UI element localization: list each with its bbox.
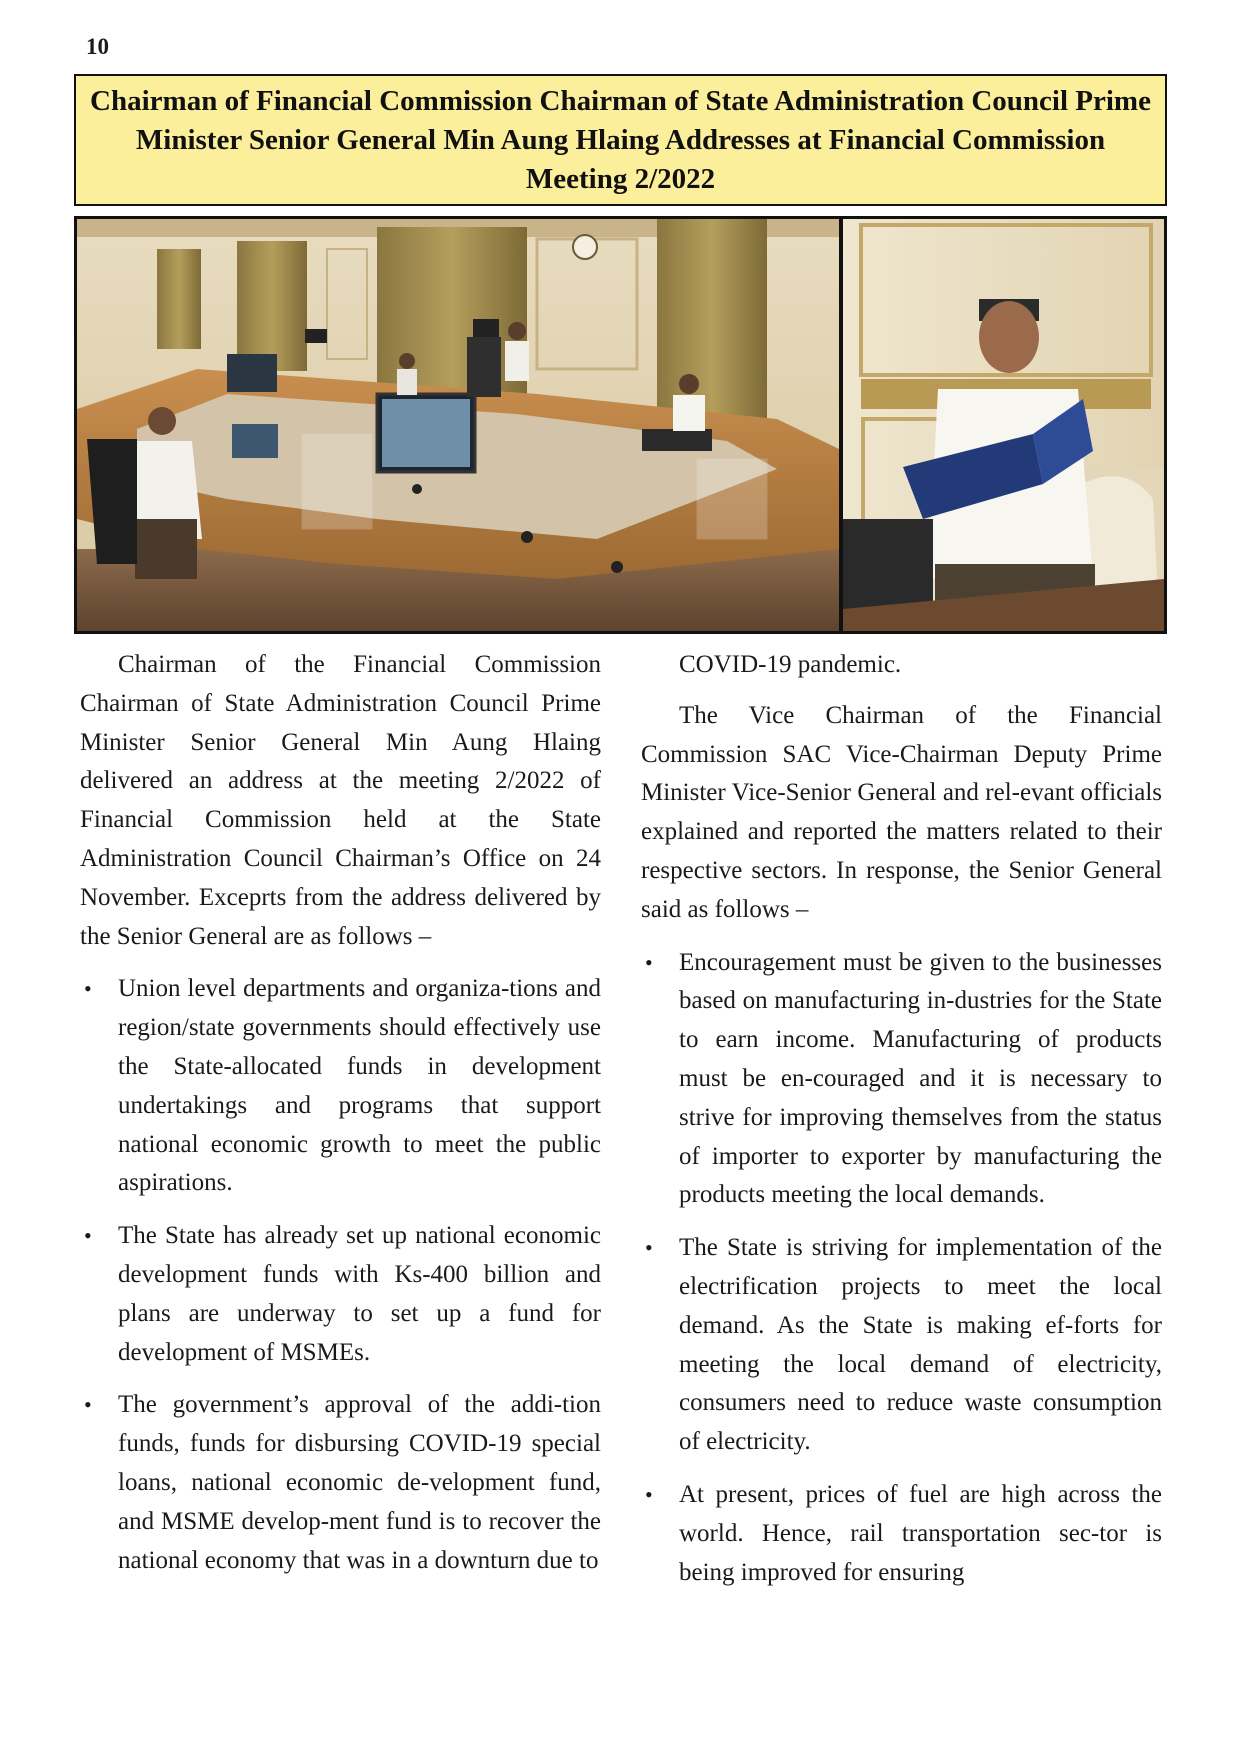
- bullet-item: • The State has already set up national economic development funds with Ks-400 billion and plans are underway to set up a fund for development of MSMEs.: [80, 1217, 601, 1372]
- right-bullet-list: [641, 944, 1162, 1593]
- left-column: [80, 646, 601, 1594]
- meeting-room-photo: [77, 219, 839, 631]
- bullet-item: • The government’s approval of the addi-tion funds, funds for disbursing COVID-19 special loans, national economic de-velopment fund, and MSME develop-ment fund is to recover the national economy that was in a downturn due to: [80, 1386, 601, 1580]
- photo-frame: [74, 216, 1167, 634]
- meeting-room-illustration: [77, 219, 839, 631]
- article-title-box: [74, 74, 1167, 206]
- speaker-photo: [843, 219, 1164, 631]
- intro-paragraph: Chairman of the Financial Commission Chairman of State Administration Council Prime Minister Senior General Min Aung Hlaing delivered an address at the meeting 2/2022 of Financial Commission held at the State Administration Council Chairman’s Office on 24 November. Exceprts from the address delivered by the Senior General are as follows –: [80, 651, 601, 950]
- left-bullet-list: [80, 970, 601, 1580]
- article-title: Chairman of Financial Commission Chairman of State Administration Council Prime Minister Senior General Min Aung Hlaing Addresses at Financial Commission Meeting 2/2022: [90, 84, 1151, 195]
- response-paragraph: The Vice Chairman of the Financial Commission SAC Vice-Chairman Deputy Prime Minister Vice-Senior General and rel-evant officials explained and reported the matters related to their respective sectors. In response, the Senior General said as follows –: [641, 701, 1162, 923]
- speaker-illustration: [843, 219, 1164, 631]
- page-number: 10: [86, 34, 109, 59]
- bullet-item: • Union level departments and organiza-tions and region/state governments should effectively use the State-allocated funds in development undertakings and programs that support national economic growth to meet the public aspirations.: [80, 970, 601, 1203]
- bullet-item: • At present, prices of fuel are high across the world. Hence, rail transportation sec-tor is being improved for ensuring: [641, 1476, 1162, 1592]
- right-column: [641, 646, 1162, 1606]
- continuation-line: COVID-19 pandemic.: [679, 651, 902, 678]
- bullet-item: • Encouragement must be given to the businesses based on manufacturing in-dustries for the State to earn income. Manufacturing of products must be en-couraged and it is necessary to strive for improving themselves from the status of importer to exporter by manufacturing the products meeting the local demands.: [641, 944, 1162, 1216]
- bullet-item: • The State is striving for implementation of the electrification projects to meet the local demand. As the State is making ef-forts for meeting the local demand of electricity, consumers need to reduce waste consumption of electricity.: [641, 1229, 1162, 1462]
